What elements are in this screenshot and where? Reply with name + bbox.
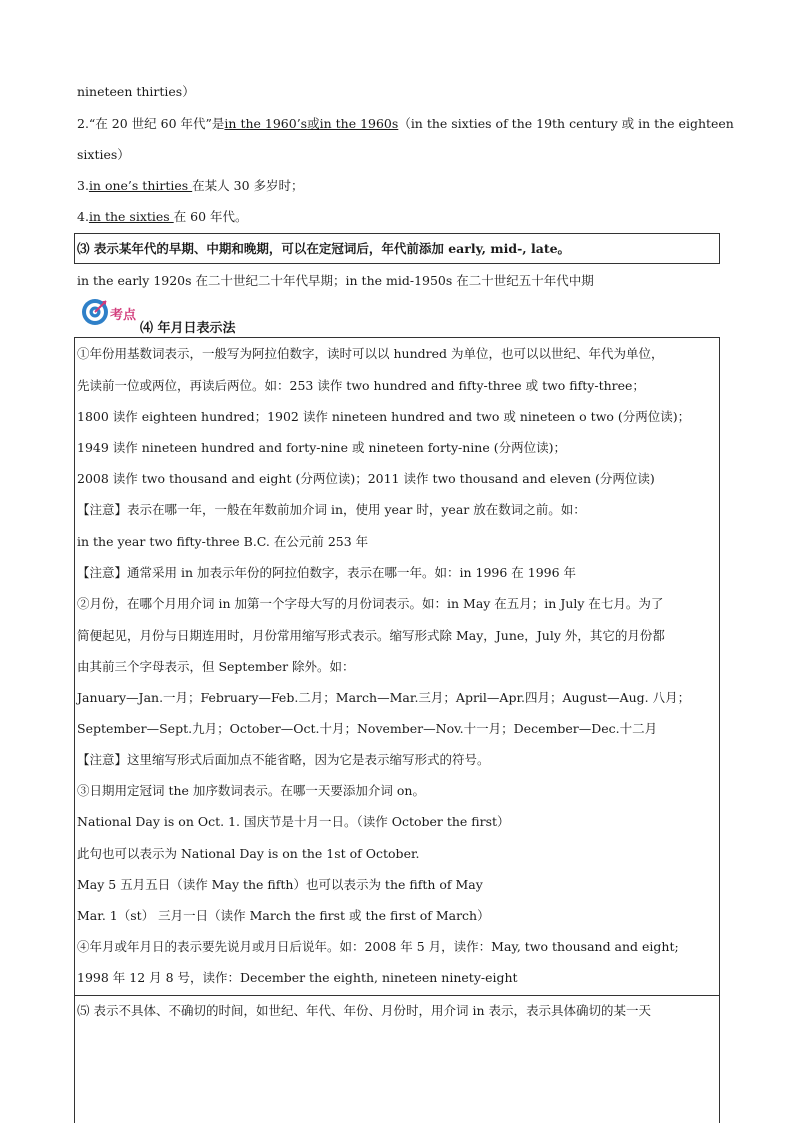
section-4-line: in the year two fifty-three B.C. 在公元前 253 年 — [77, 534, 369, 549]
section-4-line: ①年份用基数词表示，一般写为阿拉伯数字，读时可以以 hundred 为单位，也可以以世纪、年代为单位， — [77, 346, 664, 361]
section-4-line: May 5 五月五日（读作 May the fifth）也可以表示为 the fifth of May — [77, 877, 483, 892]
section-4-title: ⑷ 年月日表示法 — [140, 321, 236, 336]
section-4-line: 1998 年 12 月 8 号，读作：December the eighth, nineteen ninety-eight — [77, 970, 518, 985]
intro-line-1: nineteen thirties） — [77, 84, 195, 99]
target-icon — [80, 297, 110, 327]
section-4-line: 简便起见，月份与日期连用时，月份常用缩写形式表示。缩写形式除 May，June，July 外，其它的月份都 — [77, 628, 665, 643]
intro-line-3: sixties） — [77, 147, 130, 162]
section-4-line: 1949 读作 nineteen hundred and forty-nine 或 nineteen forty-nine (分两位读)； — [77, 440, 566, 455]
section-3-title: ⑶ 表示某年代的早期、中期和晚期，可以在定冠词后，年代前添加 early, mid-, late。 — [77, 241, 571, 256]
intro-underlined-1960s: in the 1960s — [319, 116, 399, 131]
section-4-line: 1800 读作 eighteen hundred；1902 读作 nineteen hundred and two 或 nineteen o two (分两位读)； — [77, 409, 691, 424]
intro-line-5 — [77, 209, 248, 225]
intro-line-4-number: 3. — [77, 178, 89, 193]
intro-line-2-prefix: 2.“在 20 世纪 60 年代”是 — [77, 116, 225, 131]
section-4-line: National Day is on Oct. 1. 国庆节是十月一日。（读作 October the first） — [77, 814, 510, 829]
section-4-line: 2008 读作 two thousand and eight (分两位读)；2011 读作 two thousand and eleven (分两位读) — [77, 471, 655, 486]
section-4-line: Mar. 1（st） 三月一日（读作 March the first 或 the first of March） — [77, 908, 490, 923]
section-4-line: ③日期用定冠词 the 加序数词表示。在哪一天要添加介词 on。 — [77, 783, 425, 798]
intro-or: 或 — [307, 116, 320, 131]
section-4-line: January—Jan.一月；February—Feb.二月；March—Mar.三月；April—Apr.四月；August—Aug. 八月； — [77, 690, 691, 705]
section-divider — [74, 995, 720, 996]
intro-line-5-number: 4. — [77, 209, 89, 224]
section-4-line: 此句也可以表示为 National Day is on the 1st of October. — [77, 846, 420, 861]
section-4-line: September—Sept.九月；October—Oct.十月；November—Nov.十一月；December—Dec.十二月 — [77, 721, 658, 736]
intro-underlined-sixties: in the sixties — [88, 209, 174, 224]
kaodian-label: 考点 — [110, 308, 137, 323]
section-3-example: in the early 1920s 在二十世纪二十年代早期；in the mid-1950s 在二十世纪五十年代中期 — [77, 273, 594, 288]
intro-underlined-1960s-apostrophe: in the 1960’s — [224, 116, 308, 131]
intro-line-2-suffix: （in the sixties of the 19th century 或 in the eighteen — [398, 116, 734, 131]
intro-line-4-meaning: 在某人 30 多岁时； — [192, 178, 304, 193]
section-4-line: 先读前一位或两位，再读后两位。如：253 读作 two hundred and fifty-three 或 two fifty-three； — [77, 378, 645, 393]
section-4-line: 【注意】这里缩写形式后面加点不能省略，因为它是表示缩写形式的符号。 — [77, 752, 490, 767]
section-4-line: ④年月或年月日的表示要先说月或月日后说年。如：2008 年 5 月，读作：May, two thousand and eight; — [77, 939, 679, 954]
section-4-line: ②月份，在哪个月用介词 in 加第一个字母大写的月份词表示。如：in May 在五月；in July 在七月。为了 — [77, 596, 664, 611]
section-4-line: 【注意】通常采用 in 加表示年份的阿拉伯数字，表示在哪一年。如：in 1996 在 1996 年 — [77, 565, 577, 580]
intro-underlined-thirties: in one’s thirties — [88, 178, 193, 193]
section-5-line: ⑸ 表示不具体、不确切的时间，如世纪、年代、年份、月份时，用介词 in 表示，表示具体确切的某一天 — [77, 1003, 651, 1018]
intro-line-5-meaning: 在 60 年代。 — [173, 209, 248, 224]
section-4-line: 【注意】表示在哪一年，一般在年数前加介词 in，使用 year 时，year 放在数词之前。如： — [77, 502, 586, 517]
intro-line-2 — [77, 116, 734, 132]
intro-line-4 — [77, 178, 304, 194]
section-4-line: 由其前三个字母表示，但 September 除外。如： — [77, 659, 355, 674]
